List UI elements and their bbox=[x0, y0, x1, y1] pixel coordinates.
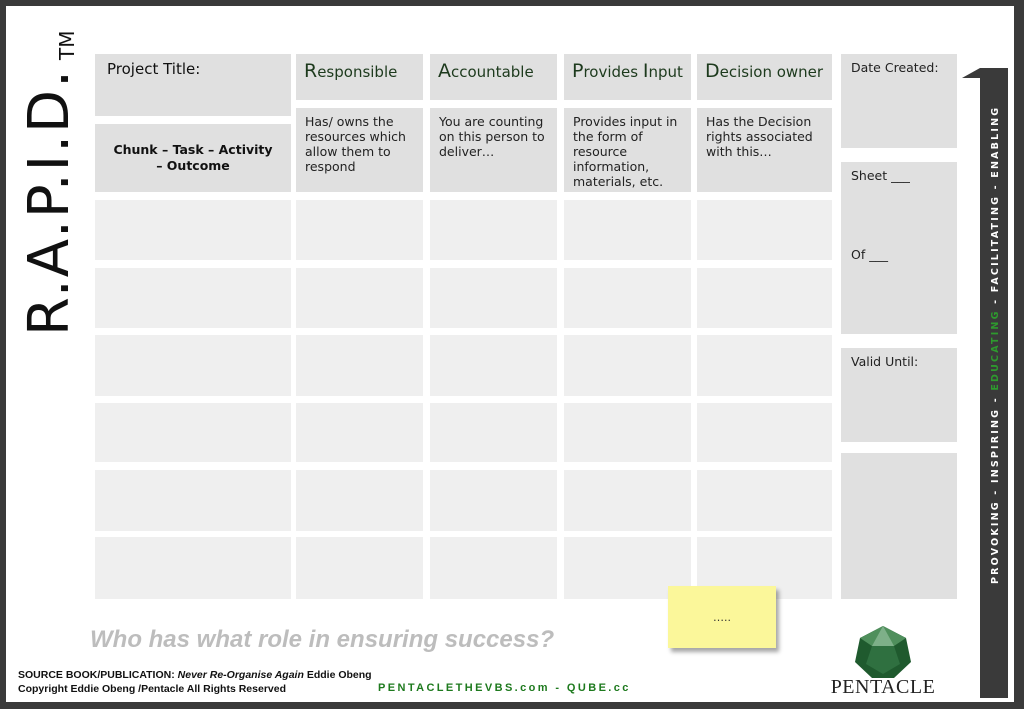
decision-rest: ecision owner bbox=[719, 63, 824, 81]
tagline-part3: - FACILITATING - ENABLING bbox=[990, 105, 1001, 310]
grid-cell[interactable] bbox=[95, 403, 291, 462]
guiding-question: Who has what role in ensuring success? bbox=[90, 626, 555, 653]
grid-cell[interactable] bbox=[697, 268, 832, 328]
column-header-responsible bbox=[296, 54, 423, 100]
source-label: SOURCE BOOK/PUBLICATION: bbox=[18, 669, 175, 681]
project-title-field[interactable] bbox=[95, 54, 291, 116]
date-created-field[interactable] bbox=[841, 54, 957, 148]
tagline-part1: PROVOKING - INSPIRING - bbox=[990, 390, 1001, 584]
grid-cell[interactable] bbox=[95, 200, 291, 260]
grid-cell[interactable] bbox=[296, 470, 423, 531]
grid-cell[interactable] bbox=[95, 268, 291, 328]
responsible-description: Has/ owns the resources which allow them to respond bbox=[296, 108, 423, 192]
project-title-label: Project Title: bbox=[107, 60, 201, 78]
pentacle-logo bbox=[808, 624, 958, 704]
sticky-note-text: ….. bbox=[713, 610, 731, 624]
column-header-decision-owner bbox=[697, 54, 832, 100]
copyright-text: Copyright Eddie Obeng /Pentacle All Rights Reserved bbox=[18, 683, 286, 695]
grid-cell[interactable] bbox=[296, 335, 423, 396]
grid-cell[interactable] bbox=[296, 268, 423, 328]
grid-cell[interactable] bbox=[430, 403, 557, 462]
grid-cell[interactable] bbox=[95, 470, 291, 531]
rapid-vertical-title bbox=[16, 14, 86, 344]
pentacle-gem-icon bbox=[808, 624, 958, 680]
grid-cell[interactable] bbox=[95, 335, 291, 396]
tagline-text bbox=[990, 106, 1001, 584]
grid-cell[interactable] bbox=[430, 200, 557, 260]
grid-cell[interactable] bbox=[697, 335, 832, 396]
grid-cell[interactable] bbox=[430, 335, 557, 396]
chunk-task-text: Chunk – Task – Activity – Outcome bbox=[113, 142, 273, 173]
grid-cell[interactable] bbox=[564, 403, 691, 462]
accountable-rest: ccountable bbox=[451, 63, 534, 81]
grid-cell[interactable] bbox=[564, 268, 691, 328]
date-created-label: Date Created: bbox=[851, 60, 939, 75]
grid-cell[interactable] bbox=[95, 537, 291, 599]
grid-cell[interactable] bbox=[697, 470, 832, 531]
grid-cell[interactable] bbox=[697, 200, 832, 260]
source-credits bbox=[18, 668, 372, 696]
grid-cell[interactable] bbox=[296, 537, 423, 599]
rapid-title-text: R.A.P.I.D. bbox=[17, 68, 82, 336]
sheet-of-label: Of ___ bbox=[851, 247, 888, 262]
sheet-label: Sheet ___ bbox=[851, 168, 910, 183]
grid-cell[interactable] bbox=[564, 200, 691, 260]
trademark-mark: TM bbox=[55, 30, 79, 60]
sheet-number-field[interactable] bbox=[841, 162, 957, 334]
sticky-note[interactable] bbox=[668, 586, 776, 648]
valid-until-field[interactable] bbox=[841, 348, 957, 442]
responsible-initial: R bbox=[304, 60, 318, 82]
web-links[interactable]: PENTACLETHEVBS.com - QUBE.cc bbox=[378, 682, 631, 694]
provides-rest: rovides bbox=[583, 63, 643, 81]
tagline-notch bbox=[962, 68, 980, 78]
source-line bbox=[18, 668, 372, 682]
vertical-tagline bbox=[980, 68, 1008, 698]
column-header-provides-input bbox=[564, 54, 691, 100]
rapid-sheet bbox=[6, 6, 1014, 702]
input-rest: nput bbox=[648, 63, 683, 81]
bottom-frame bbox=[0, 702, 1024, 709]
grid-cell[interactable] bbox=[564, 335, 691, 396]
rapid-title-graphic bbox=[16, 14, 86, 344]
grid-cell[interactable] bbox=[430, 537, 557, 599]
responsible-rest: esponsible bbox=[317, 63, 398, 81]
chunk-task-label bbox=[95, 124, 291, 192]
source-book: Never Re-Organise Again bbox=[177, 669, 304, 681]
grid-cell[interactable] bbox=[296, 200, 423, 260]
provides-input-description: Provides input in the form of resource information, materials, etc. bbox=[564, 108, 691, 192]
pentacle-logo-text: PENTACLE bbox=[830, 676, 936, 698]
copyright-line bbox=[18, 682, 372, 696]
accountable-description: You are counting on this person to deliver… bbox=[430, 108, 557, 192]
decision-owner-description: Has the Decision rights associated with this… bbox=[697, 108, 832, 192]
grid-cell[interactable] bbox=[430, 470, 557, 531]
grid-cell[interactable] bbox=[697, 403, 832, 462]
valid-until-label: Valid Until: bbox=[851, 354, 919, 369]
notes-box[interactable] bbox=[841, 453, 957, 599]
tagline-part2: EDUCATING bbox=[990, 309, 1001, 391]
column-header-accountable bbox=[430, 54, 557, 100]
tagline-graphic bbox=[980, 68, 1008, 698]
provides-initial: P bbox=[572, 60, 584, 82]
grid-cell[interactable] bbox=[564, 470, 691, 531]
source-author: Eddie Obeng bbox=[303, 669, 372, 681]
grid-cell[interactable] bbox=[430, 268, 557, 328]
input-initial: I bbox=[642, 60, 649, 82]
grid-cell[interactable] bbox=[296, 403, 423, 462]
accountable-initial: A bbox=[438, 60, 451, 82]
decision-initial: D bbox=[705, 60, 720, 82]
